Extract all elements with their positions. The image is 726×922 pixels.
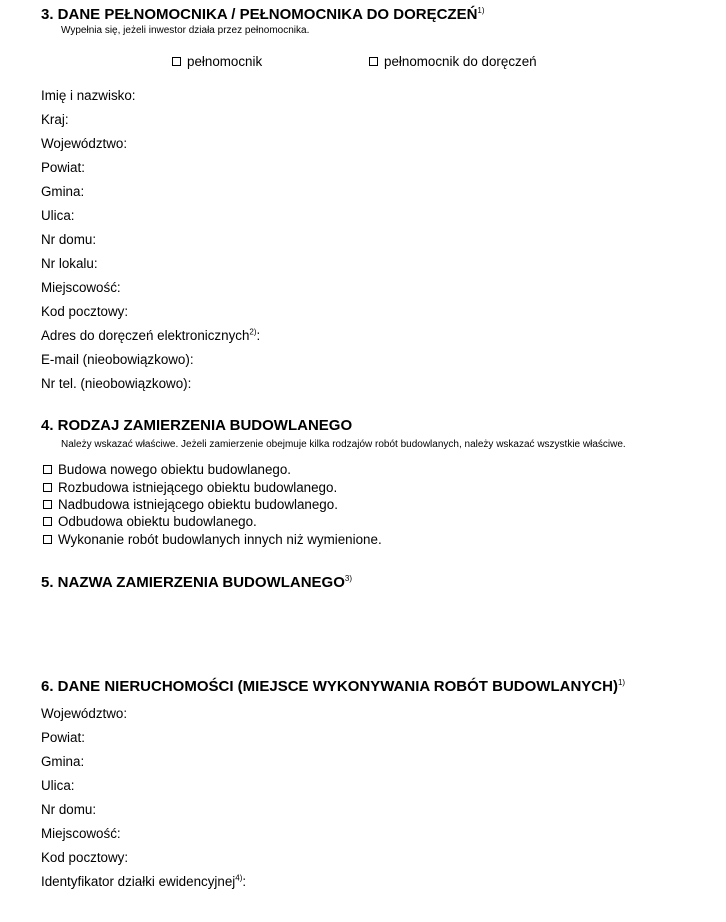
- option-label: Odbudowa obiektu budowlanego.: [58, 514, 257, 529]
- property-commune-input[interactable]: [90, 753, 709, 773]
- commune-input[interactable]: [90, 183, 709, 203]
- section-5-heading: [41, 574, 352, 591]
- street-input[interactable]: [80, 207, 709, 227]
- checkbox-icon[interactable]: [43, 500, 52, 509]
- county-input[interactable]: [92, 159, 709, 179]
- section-5-title: 5. NAZWA ZAMIERZENIA BUDOWLANEGO: [41, 574, 345, 591]
- footnote-marker: 1): [477, 6, 485, 15]
- property-label-street: Ulica:: [41, 778, 75, 793]
- option-label: pełnomocnik do doręczeń: [384, 54, 537, 69]
- field-label-commune: Gmina:: [41, 184, 85, 199]
- field-label-apartment-number: Nr lokalu:: [41, 256, 98, 271]
- field-label-country: Kraj:: [41, 112, 69, 127]
- name-input[interactable]: [145, 87, 709, 107]
- phone-input[interactable]: [201, 375, 709, 395]
- section-6-title: 6. DANE NIERUCHOMOŚCI (MIEJSCE WYKONYWANIA ROBÓT BUDOWLANYCH): [41, 678, 618, 695]
- option-attorney-for-service[interactable]: [369, 54, 537, 69]
- property-county-input[interactable]: [92, 729, 709, 749]
- property-label-postal-code: Kod pocztowy:: [41, 850, 129, 865]
- checkbox-icon[interactable]: [43, 535, 52, 544]
- checkbox-icon[interactable]: [172, 57, 181, 66]
- property-house-number-input[interactable]: [103, 801, 709, 821]
- section-3-note: Wypełnia się, jeżeli inwestor działa przez pełnomocnika.: [61, 25, 310, 36]
- e-delivery-address-input[interactable]: [275, 327, 709, 347]
- field-label-text: Identyfikator działki ewidencyjnej: [41, 874, 236, 889]
- checkbox-icon[interactable]: [43, 483, 52, 492]
- option-extension[interactable]: [43, 480, 337, 495]
- field-label-suffix: :: [242, 874, 247, 889]
- option-reconstruction[interactable]: [43, 514, 257, 529]
- field-label-name: Imię i nazwisko:: [41, 88, 136, 103]
- option-label: Budowa nowego obiektu budowlanego.: [58, 462, 292, 477]
- section-3-title: 3. DANE PEŁNOMOCNIKA / PEŁNOMOCNIKA DO DORĘCZEŃ: [41, 6, 478, 23]
- property-label-parcel-identifier: [41, 874, 246, 889]
- locality-input[interactable]: [128, 279, 709, 299]
- footnote-marker: 3): [344, 574, 352, 583]
- field-label-e-delivery-address: [41, 328, 260, 343]
- option-label: Wykonanie robót budowlanych innych niż wymienione.: [58, 532, 382, 547]
- field-label-street: Ulica:: [41, 208, 75, 223]
- property-label-locality: Miejscowość:: [41, 826, 121, 841]
- field-label-locality: Miejscowość:: [41, 280, 121, 295]
- footnote-marker: 2): [249, 327, 257, 337]
- field-label-postal-code: Kod pocztowy:: [41, 304, 129, 319]
- property-locality-input[interactable]: [128, 825, 709, 845]
- option-attorney[interactable]: [172, 54, 262, 69]
- footnote-marker: 1): [617, 678, 626, 687]
- property-postal-code-input[interactable]: [135, 849, 709, 869]
- footnote-marker: 4): [235, 873, 243, 883]
- property-label-house-number: Nr domu:: [41, 802, 97, 817]
- field-label-phone: Nr tel. (nieobowiązkowo):: [41, 376, 192, 391]
- voivodeship-input[interactable]: [135, 135, 709, 155]
- option-label: pełnomocnik: [187, 54, 263, 69]
- property-voivodeship-input[interactable]: [135, 705, 709, 725]
- property-label-voivodeship: Województwo:: [41, 706, 128, 721]
- email-input[interactable]: [203, 351, 709, 371]
- apartment-number-input[interactable]: [104, 255, 709, 275]
- field-label-suffix: :: [256, 328, 261, 343]
- section-3-heading: [41, 6, 485, 23]
- option-label: Rozbudowa istniejącego obiektu budowlanego.: [58, 480, 338, 495]
- option-label: Nadbudowa istniejącego obiektu budowlanego.: [58, 497, 338, 512]
- section-6-heading: [41, 678, 625, 695]
- property-street-input[interactable]: [80, 777, 709, 797]
- house-number-input[interactable]: [103, 231, 709, 251]
- checkbox-icon[interactable]: [43, 465, 52, 474]
- checkbox-icon[interactable]: [43, 517, 52, 526]
- field-label-text: Adres do doręczeń elektronicznych: [41, 328, 250, 343]
- property-label-county: Powiat:: [41, 730, 85, 745]
- project-name-input[interactable]: [41, 598, 709, 668]
- field-label-email: E-mail (nieobowiązkowo):: [41, 352, 194, 367]
- option-new-construction[interactable]: [43, 462, 291, 477]
- section-4-title: 4. RODZAJ ZAMIERZENIA BUDOWLANEGO: [41, 417, 353, 434]
- field-label-house-number: Nr domu:: [41, 232, 97, 247]
- option-other-works[interactable]: [43, 532, 382, 547]
- postal-code-input[interactable]: [135, 303, 709, 323]
- option-superstructure[interactable]: [43, 497, 338, 512]
- country-input[interactable]: [75, 111, 709, 131]
- field-label-county: Powiat:: [41, 160, 85, 175]
- section-4-note: Należy wskazać właściwe. Jeżeli zamierzenie obejmuje kilka rodzajów robót budowlanych, należy wskazać wszystkie właściwe.: [61, 439, 626, 450]
- checkbox-icon[interactable]: [369, 57, 378, 66]
- parcel-identifier-input[interactable]: [262, 873, 709, 893]
- property-label-commune: Gmina:: [41, 754, 85, 769]
- field-label-voivodeship: Województwo:: [41, 136, 128, 151]
